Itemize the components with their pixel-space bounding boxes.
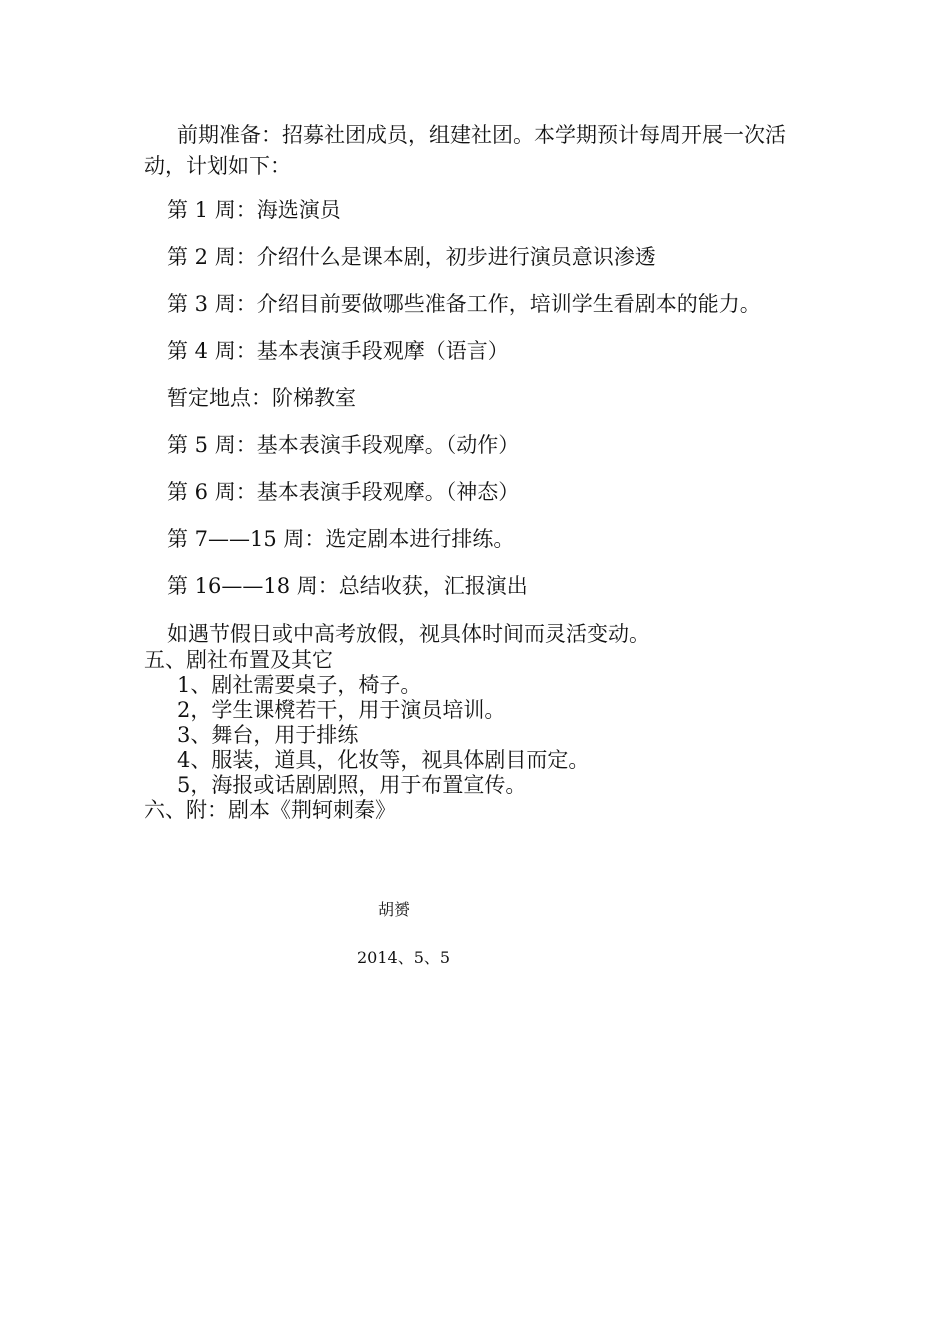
signature-author: 胡赟	[378, 900, 411, 919]
holiday-note: 如遇节假日或中高考放假，视具体时间而灵活变动。	[167, 622, 650, 646]
section-5-item: 3、舞台，用于排练	[177, 723, 359, 747]
week-7-15-item: 第 7——15 周：选定剧本进行排练。	[167, 527, 515, 551]
signature-date: 2014、5、5	[357, 948, 451, 967]
intro-paragraph: 前期准备：招募社团成员，组建社团。本学期预计每周开展一次活动，计划如下：	[144, 123, 786, 178]
week-4-item: 第 4 周：基本表演手段观摩（语言）	[167, 339, 509, 363]
week-5-item: 第 5 周：基本表演手段观摩。（动作）	[167, 433, 520, 457]
section-5-heading: 五、剧社布置及其它	[144, 648, 333, 672]
section-5-item: 2，学生课櫈若干，用于演员培训。	[177, 698, 506, 722]
venue-item: 暂定地点：阶梯教室	[167, 386, 356, 410]
week-6-item: 第 6 周：基本表演手段观摩。（神态）	[167, 480, 520, 504]
week-16-18-item: 第 16——18 周：总结收获，汇报演出	[167, 574, 528, 598]
section-5-item: 4、服装，道具，化妆等，视具体剧目而定。	[177, 748, 590, 772]
section-5-item: 1、剧社需要桌子，椅子。	[177, 673, 422, 697]
week-2-item: 第 2 周：介绍什么是课本剧，初步进行演员意识渗透	[167, 245, 656, 269]
week-3-item: 第 3 周：介绍目前要做哪些准备工作，培训学生看剧本的能力。	[167, 292, 761, 316]
week-1-item: 第 1 周：海选演员	[167, 198, 341, 222]
section-5-item: 5，海报或话剧剧照，用于布置宣传。	[177, 773, 527, 797]
section-6-heading: 六、附：剧本《荆轲刺秦》	[144, 798, 396, 822]
